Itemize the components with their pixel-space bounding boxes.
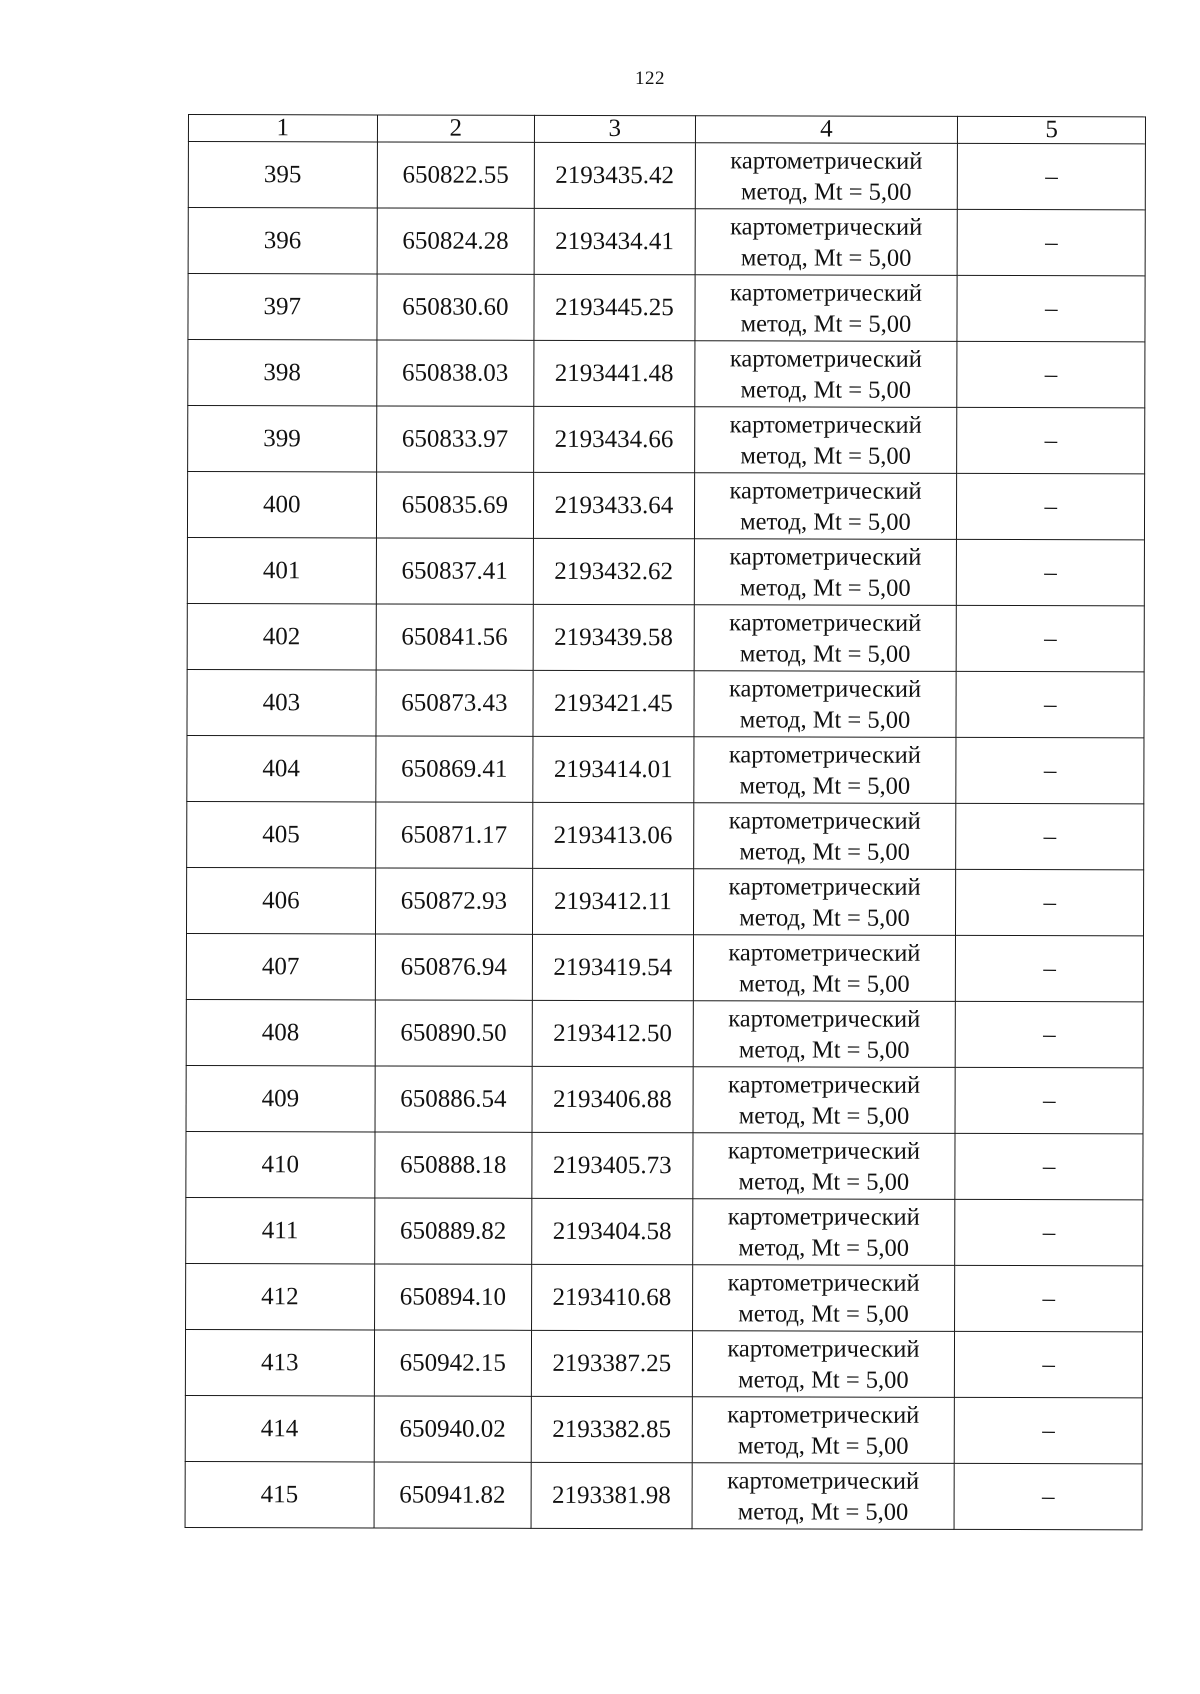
method-cell [693, 935, 956, 1002]
method-line-2: метод, Mt = 5,00 [740, 507, 911, 536]
note-cell: – [957, 209, 1145, 275]
method-line-2: метод, Mt = 5,00 [737, 1497, 909, 1526]
x-coordinate-cell: 650941.82 [374, 1462, 532, 1528]
header-col-5: 5 [958, 116, 1146, 143]
point-number-cell: 405 [187, 801, 376, 867]
table-row [187, 801, 1144, 869]
point-number-cell: 406 [186, 867, 375, 933]
header-row [188, 115, 1145, 144]
point-number-cell: 399 [188, 406, 377, 472]
y-coordinate-cell: 2193434.41 [534, 208, 695, 274]
point-number-cell: 412 [186, 1263, 375, 1329]
method-cell [694, 473, 957, 540]
y-coordinate-cell: 2193441.48 [534, 340, 695, 406]
method-line-1: картометрический [729, 674, 922, 703]
method-cell [693, 1067, 956, 1134]
note-cell: – [955, 1331, 1143, 1397]
method-line-1: картометрический [727, 1400, 920, 1429]
method-cell [694, 671, 957, 738]
note-cell: – [956, 935, 1144, 1001]
method-line-1: картометрический [728, 1070, 921, 1099]
y-coordinate-cell: 2193413.06 [533, 802, 694, 868]
table-row [187, 735, 1144, 803]
method-cell [694, 605, 957, 672]
note-cell: – [955, 1397, 1143, 1463]
x-coordinate-cell: 650822.55 [377, 142, 535, 208]
method-cell [694, 341, 957, 408]
x-coordinate-cell: 650835.69 [376, 472, 534, 538]
method-cell [695, 275, 958, 342]
method-line-2: метод, Mt = 5,00 [740, 177, 912, 206]
method-line-1: картометрический [728, 872, 921, 901]
method-line-1: картометрический [727, 1268, 920, 1297]
point-number-cell: 397 [188, 274, 377, 340]
table-row [187, 472, 1144, 540]
method-cell [692, 1265, 955, 1332]
page-number: 122 [635, 68, 665, 89]
note-cell: – [955, 1265, 1143, 1331]
x-coordinate-cell: 650872.93 [375, 868, 533, 934]
method-line-1: картометрический [729, 344, 922, 373]
note-cell: – [957, 407, 1145, 473]
method-line-1: картометрический [728, 806, 921, 835]
point-number-cell: 395 [188, 142, 377, 208]
y-coordinate-cell: 2193412.11 [533, 868, 694, 934]
table-row [188, 142, 1145, 210]
point-number-cell: 415 [185, 1461, 374, 1527]
point-number-cell: 409 [186, 1065, 375, 1131]
method-cell [692, 1397, 955, 1464]
y-coordinate-cell: 2193432.62 [533, 538, 694, 604]
note-cell: – [957, 275, 1145, 341]
method-line-2: метод, Mt = 5,00 [739, 639, 911, 668]
point-number-cell: 401 [187, 537, 376, 603]
x-coordinate-cell: 650890.50 [375, 1000, 533, 1066]
y-coordinate-cell: 2193410.68 [532, 1264, 693, 1330]
method-cell [693, 1001, 956, 1068]
method-line-2: метод, Mt = 5,00 [739, 903, 910, 932]
point-number-cell: 410 [186, 1131, 375, 1197]
note-cell: – [957, 605, 1145, 671]
y-coordinate-cell: 2193387.25 [531, 1330, 692, 1396]
table-row [187, 537, 1144, 605]
note-cell: – [956, 803, 1144, 869]
y-coordinate-cell: 2193435.42 [534, 142, 695, 208]
table-row [187, 669, 1144, 737]
table-row [188, 208, 1145, 276]
method-cell [692, 1133, 955, 1200]
x-coordinate-cell: 650838.03 [376, 340, 534, 406]
method-cell [693, 869, 956, 936]
y-coordinate-cell: 2193406.88 [532, 1066, 693, 1132]
table-row [188, 340, 1145, 408]
y-coordinate-cell: 2193433.64 [534, 472, 695, 538]
table-row [188, 274, 1145, 342]
note-cell: – [956, 1001, 1144, 1067]
method-cell [694, 539, 957, 606]
method-line-1: картометрический [727, 1334, 920, 1363]
x-coordinate-cell: 650876.94 [375, 934, 533, 1000]
y-coordinate-cell: 2193381.98 [531, 1462, 692, 1528]
header-col-4: 4 [695, 116, 958, 144]
method-line-2: метод, Mt = 5,00 [739, 573, 911, 602]
note-cell: – [955, 1199, 1143, 1265]
method-cell [693, 803, 956, 870]
y-coordinate-cell: 2193434.66 [534, 406, 695, 472]
method-line-1: картометрический [728, 1004, 921, 1033]
method-cell [693, 737, 956, 804]
x-coordinate-cell: 650942.15 [374, 1330, 532, 1396]
note-cell: – [957, 473, 1145, 539]
table-header [188, 115, 1145, 144]
x-coordinate-cell: 650833.97 [376, 406, 534, 472]
method-line-1: картометрический [727, 1466, 920, 1495]
method-line-1: картометрический [729, 542, 922, 571]
method-line-1: картометрический [730, 212, 923, 241]
method-cell [695, 209, 958, 276]
point-number-cell: 408 [186, 999, 375, 1065]
table-row [185, 1329, 1142, 1397]
y-coordinate-cell: 2193404.58 [532, 1198, 693, 1264]
method-line-2: метод, Mt = 5,00 [740, 243, 912, 272]
method-line-2: метод, Mt = 5,00 [738, 1299, 909, 1328]
x-coordinate-cell: 650940.02 [374, 1396, 532, 1462]
note-cell: – [957, 341, 1145, 407]
method-line-1: картометрический [728, 938, 921, 967]
y-coordinate-cell: 2193421.45 [533, 670, 694, 736]
method-line-2: метод, Mt = 5,00 [738, 1167, 910, 1196]
method-line-1: картометрический [728, 740, 921, 769]
method-line-2: метод, Mt = 5,00 [739, 969, 910, 998]
method-cell [692, 1199, 955, 1266]
method-line-2: метод, Mt = 5,00 [738, 1101, 910, 1130]
method-line-1: картометрический [730, 146, 923, 175]
method-line-2: метод, Mt = 5,00 [738, 1035, 910, 1064]
y-coordinate-cell: 2193405.73 [532, 1132, 693, 1198]
note-cell: – [956, 671, 1144, 737]
table-row [186, 1263, 1143, 1331]
point-number-cell: 407 [186, 933, 375, 999]
table-row [186, 1197, 1143, 1265]
x-coordinate-cell: 650871.17 [375, 802, 533, 868]
x-coordinate-cell: 650889.82 [374, 1198, 532, 1264]
method-line-2: метод, Mt = 5,00 [739, 705, 911, 734]
table-row [185, 1395, 1142, 1463]
point-number-cell: 398 [188, 340, 377, 406]
x-coordinate-cell: 650886.54 [375, 1066, 533, 1132]
note-cell: – [956, 737, 1144, 803]
note-cell: – [954, 1463, 1142, 1529]
point-number-cell: 413 [185, 1329, 374, 1395]
point-number-cell: 403 [187, 669, 376, 735]
table-row [186, 1065, 1143, 1133]
method-line-2: метод, Mt = 5,00 [737, 1431, 909, 1460]
x-coordinate-cell: 650841.56 [376, 604, 534, 670]
x-coordinate-cell: 650837.41 [376, 538, 534, 604]
method-cell [694, 407, 957, 474]
x-coordinate-cell: 650824.28 [377, 208, 535, 274]
note-cell: – [956, 869, 1144, 935]
point-number-cell: 414 [185, 1395, 374, 1461]
method-line-2: метод, Mt = 5,00 [740, 441, 911, 470]
table-body [185, 142, 1145, 1530]
x-coordinate-cell: 650830.60 [377, 274, 535, 340]
x-coordinate-cell: 650869.41 [375, 736, 533, 802]
note-cell: – [955, 1067, 1143, 1133]
y-coordinate-cell: 2193412.50 [532, 1000, 693, 1066]
method-cell [692, 1331, 955, 1398]
method-cell [692, 1463, 955, 1530]
table-row [188, 406, 1145, 474]
method-line-2: метод, Mt = 5,00 [739, 837, 910, 866]
x-coordinate-cell: 650888.18 [374, 1132, 532, 1198]
method-line-1: картометрический [727, 1202, 920, 1231]
table-row [185, 1461, 1142, 1529]
y-coordinate-cell: 2193414.01 [533, 736, 694, 802]
note-cell: – [958, 143, 1146, 209]
y-coordinate-cell: 2193445.25 [534, 274, 695, 340]
method-line-1: картометрический [727, 1136, 921, 1165]
table-row [187, 603, 1144, 671]
method-line-1: картометрический [729, 476, 922, 505]
note-cell: – [955, 1133, 1143, 1199]
coordinates-table [185, 114, 1146, 1530]
table-row [186, 1131, 1143, 1199]
header-col-3: 3 [534, 115, 695, 142]
y-coordinate-cell: 2193382.85 [531, 1396, 692, 1462]
method-line-2: метод, Mt = 5,00 [740, 375, 912, 404]
point-number-cell: 404 [187, 735, 376, 801]
method-line-1: картометрический [729, 278, 923, 307]
header-col-1: 1 [188, 115, 377, 142]
y-coordinate-cell: 2193419.54 [532, 934, 693, 1000]
header-col-2: 2 [377, 115, 535, 142]
method-line-2: метод, Mt = 5,00 [738, 1365, 909, 1394]
method-line-1: картометрический [729, 410, 922, 439]
table-row [186, 999, 1143, 1067]
table-row [186, 867, 1143, 935]
method-line-2: метод, Mt = 5,00 [738, 1233, 910, 1262]
point-number-cell: 402 [187, 603, 376, 669]
point-number-cell: 400 [187, 472, 376, 538]
y-coordinate-cell: 2193439.58 [533, 604, 694, 670]
note-cell: – [957, 539, 1145, 605]
x-coordinate-cell: 650894.10 [374, 1264, 532, 1330]
table-row [186, 933, 1143, 1001]
method-line-2: метод, Mt = 5,00 [739, 771, 911, 800]
method-line-1: картометрический [729, 608, 922, 637]
point-number-cell: 411 [186, 1197, 375, 1263]
x-coordinate-cell: 650873.43 [376, 670, 534, 736]
method-cell [695, 143, 958, 210]
point-number-cell: 396 [188, 208, 377, 274]
method-line-2: метод, Mt = 5,00 [740, 309, 912, 338]
